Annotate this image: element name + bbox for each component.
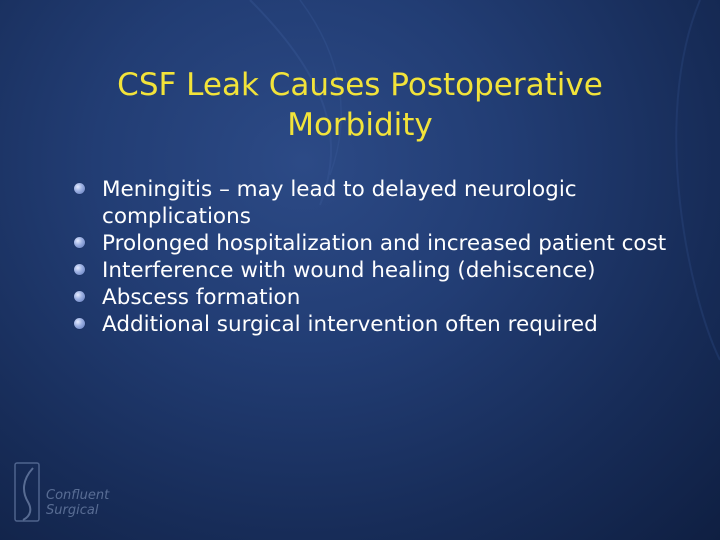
slide-title-line: Morbidity: [287, 106, 433, 143]
bullet-text: Additional surgical intervention often required: [102, 312, 598, 337]
bullet-list: [74, 176, 694, 338]
bullet-dot-icon: [74, 183, 85, 194]
bullet-text: Meningitis – may lead to delayed neurologic complications: [102, 177, 577, 229]
bullet-dot-icon: [74, 291, 85, 302]
bullet-item: [74, 176, 694, 230]
bullet-item: [74, 311, 694, 338]
bullet-dot-icon: [74, 318, 85, 329]
bullet-item: [74, 230, 694, 257]
confluent-surgical-logo: [14, 462, 124, 526]
logo-text: [46, 488, 109, 518]
bullet-item: [74, 284, 694, 311]
bullet-text: Prolonged hospitalization and increased patient cost: [102, 231, 667, 256]
slide-title: [60, 65, 660, 145]
bullet-dot-icon: [74, 264, 85, 275]
logo-text-line: Surgical: [46, 503, 99, 518]
bullet-text: Abscess formation: [102, 285, 301, 310]
bullet-text: Interference with wound healing (dehiscence): [102, 258, 596, 283]
slide-title-line: CSF Leak Causes Postoperative: [117, 66, 603, 103]
bullet-item: [74, 257, 694, 284]
logo-text-line: Confluent: [46, 488, 110, 503]
confluent-surgical-logo-icon: [14, 462, 44, 524]
bullet-dot-icon: [74, 237, 85, 248]
